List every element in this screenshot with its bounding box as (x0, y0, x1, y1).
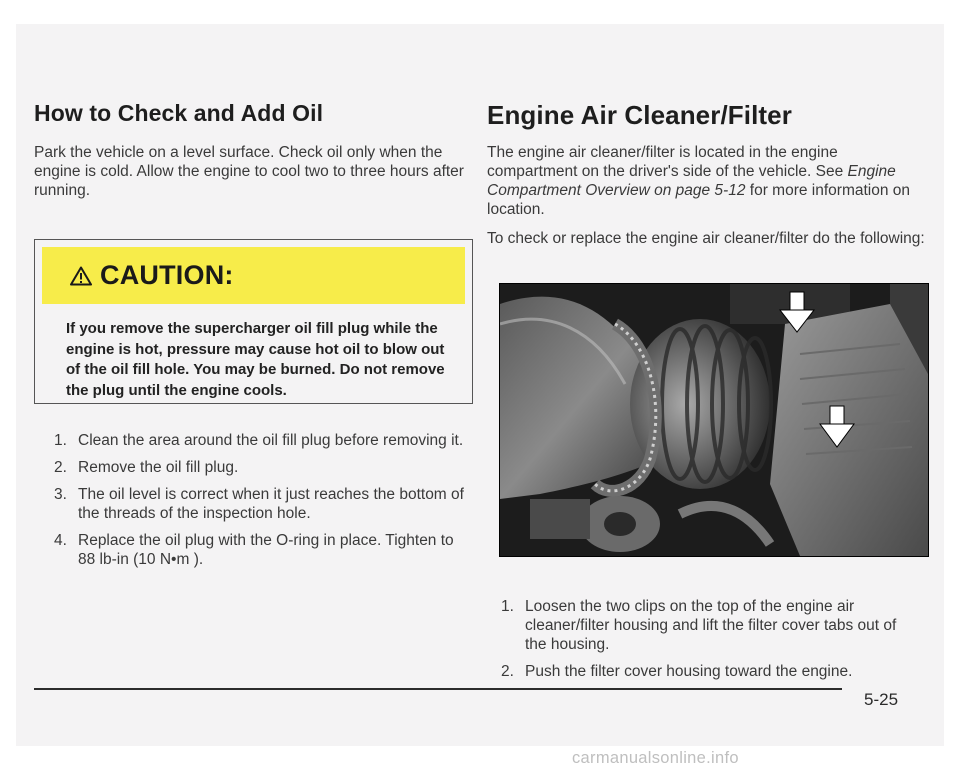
air-cleaner-steps (493, 597, 913, 689)
list-item: 4. Replace the oil plug with the O-ring in place. Tighten to 88 lb-in (10 N•m ). (54, 532, 454, 568)
list-item: 3. The oil level is correct when it just reaches the bottom of the threads of the inspection hole. (54, 486, 464, 522)
air-cleaner-intro-2: To check or replace the engine air cleaner/filter do the following: (487, 230, 925, 247)
footer-rule (34, 688, 842, 690)
check-oil-steps (46, 431, 466, 577)
list-item: 1. Loosen the two clips on the top of the engine air cleaner/filter housing and lift the filter cover tabs out of the housing. (501, 598, 897, 653)
caution-label: CAUTION: (100, 260, 234, 290)
warning-triangle-icon (70, 266, 92, 286)
air-cleaner-intro: The engine air cleaner/filter is located in the engine compartment on the driver's side of the vehicle. See Engine Compartment Overview on page 5-12 for more information on location. (487, 144, 911, 218)
caution-box (34, 239, 473, 404)
page-number: 5-25 (864, 690, 899, 709)
section-heading-check-oil: How to Check and Add Oil (34, 100, 324, 126)
list-item: 1. Clean the area around the oil fill plug before removing it. (54, 432, 464, 449)
caution-header (42, 247, 465, 304)
check-oil-intro: Park the vehicle on a level surface. Check oil only when the engine is cold. Allow the engine to cool two to three hours after running. (34, 144, 464, 199)
engine-compartment-photo (499, 283, 929, 557)
list-item: 2. Push the filter cover housing toward the engine. (501, 663, 853, 680)
section-heading-air-cleaner: Engine Air Cleaner/Filter (487, 100, 792, 130)
manual-page (16, 24, 944, 746)
caution-text: If you remove the supercharger oil fill plug while the engine is hot, pressure may cause hot oil to blow out of the oil fill hole. You may be burned. Do not remove the plug until the engine cools. (66, 320, 445, 399)
list-item: 2. Remove the oil fill plug. (54, 459, 239, 476)
watermark: carmanualsonline.info (572, 749, 739, 767)
page-reference: Engine Compartment Overview on page 5-12 (487, 163, 896, 199)
